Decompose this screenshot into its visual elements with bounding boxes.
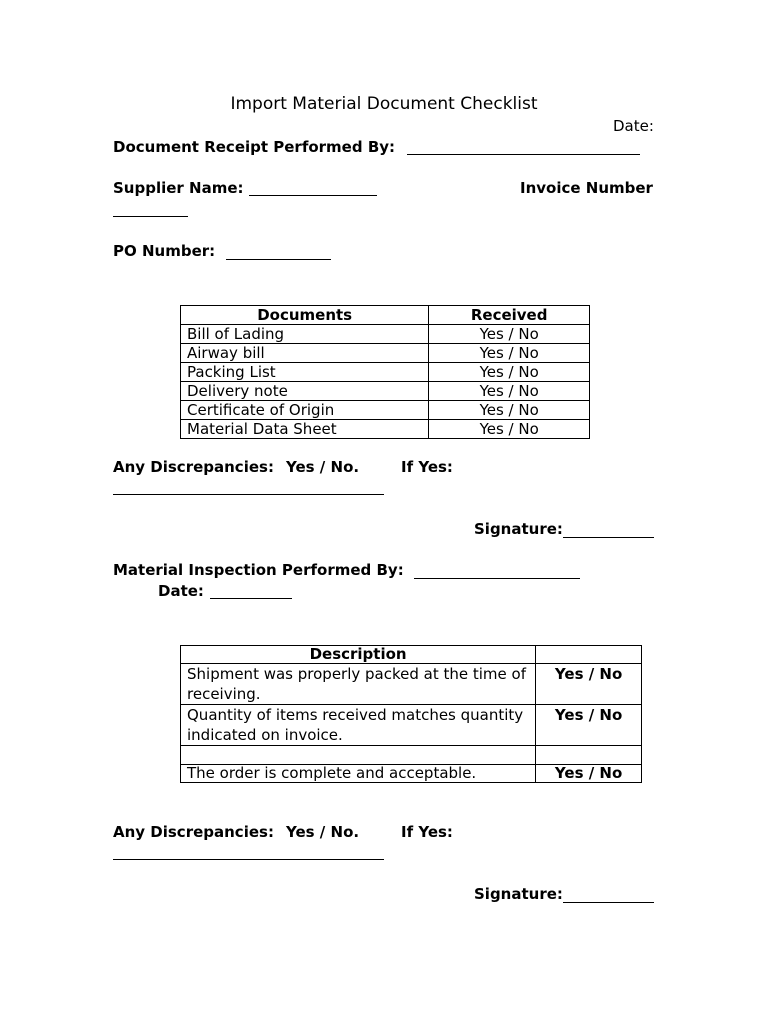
document-name: Material Data Sheet [181, 420, 429, 439]
discrepancy-field-line[interactable] [113, 859, 384, 860]
inspection-date-label: Date: [158, 582, 204, 600]
table-row [181, 363, 590, 382]
answer-choice[interactable]: Yes / No [536, 664, 642, 705]
table-row [181, 382, 590, 401]
signature-label: Signature: [474, 885, 563, 903]
page-title: Import Material Document Checklist [230, 94, 538, 114]
description-cell [181, 705, 536, 746]
if-yes-label: If Yes: [401, 823, 453, 841]
discrepancies-options[interactable]: Yes / No. [286, 823, 360, 841]
description-line: receiving. [187, 685, 261, 703]
table-header-row [181, 306, 590, 325]
answer-choice[interactable]: Yes / No [536, 765, 642, 783]
table-row [181, 401, 590, 420]
document-name: Airway bill [181, 344, 429, 363]
invoice-label: Invoice Number [520, 179, 653, 197]
documents-table [180, 305, 590, 439]
inspection-label: Material Inspection Performed By: [113, 561, 404, 579]
received-header: Received [429, 306, 590, 325]
if-yes-label: If Yes: [401, 458, 453, 476]
document-name: Certificate of Origin [181, 401, 429, 420]
document-name: Delivery note [181, 382, 429, 401]
table-row [181, 420, 590, 439]
received-choice[interactable]: Yes / No [429, 325, 590, 344]
discrepancies-label: Any Discrepancies: [113, 823, 274, 841]
table-row [181, 344, 590, 363]
document-name: Packing List [181, 363, 429, 382]
description-cell [181, 664, 536, 705]
received-choice[interactable]: Yes / No [429, 401, 590, 420]
description-line: indicated on invoice. [187, 726, 343, 744]
discrepancies-label: Any Discrepancies: [113, 458, 274, 476]
documents-header: Documents [181, 306, 429, 325]
table-header-row [181, 646, 642, 664]
discrepancies-options[interactable]: Yes / No. [286, 458, 360, 476]
answer-choice[interactable] [536, 746, 642, 765]
description-cell [181, 746, 536, 765]
answer-choice[interactable]: Yes / No [536, 705, 642, 746]
received-choice[interactable]: Yes / No [429, 382, 590, 401]
supplier-label: Supplier Name: [113, 179, 244, 197]
invoice-field-line[interactable] [113, 216, 188, 217]
received-choice[interactable]: Yes / No [429, 344, 590, 363]
document-name: Bill of Lading [181, 325, 429, 344]
table-row [181, 325, 590, 344]
inspection-date-field-line[interactable] [210, 598, 292, 599]
received-choice[interactable]: Yes / No [429, 363, 590, 382]
table-row [181, 746, 642, 765]
description-line: Shipment was properly packed at the time of [187, 665, 526, 683]
supplier-field-line[interactable] [249, 195, 377, 196]
received-choice[interactable]: Yes / No [429, 420, 590, 439]
date-label: Date: [613, 117, 654, 135]
inspection-field-line[interactable] [414, 578, 580, 579]
po-label: PO Number: [113, 242, 216, 260]
po-field-line[interactable] [226, 259, 331, 260]
description-line: Quantity of items received matches quantity [187, 706, 524, 724]
table-row [181, 705, 642, 746]
signature-field-line[interactable] [563, 537, 654, 538]
discrepancy-field-line[interactable] [113, 494, 384, 495]
answer-header [536, 646, 642, 664]
table-row [181, 664, 642, 705]
signature-label: Signature: [474, 520, 563, 538]
signature-field-line[interactable] [563, 902, 654, 903]
table-row [181, 765, 642, 783]
description-header: Description [181, 646, 536, 664]
receipt-field-line[interactable] [407, 154, 640, 155]
description-cell: The order is complete and acceptable. [181, 765, 536, 783]
receipt-label: Document Receipt Performed By: [113, 138, 396, 156]
inspection-table [180, 645, 642, 783]
